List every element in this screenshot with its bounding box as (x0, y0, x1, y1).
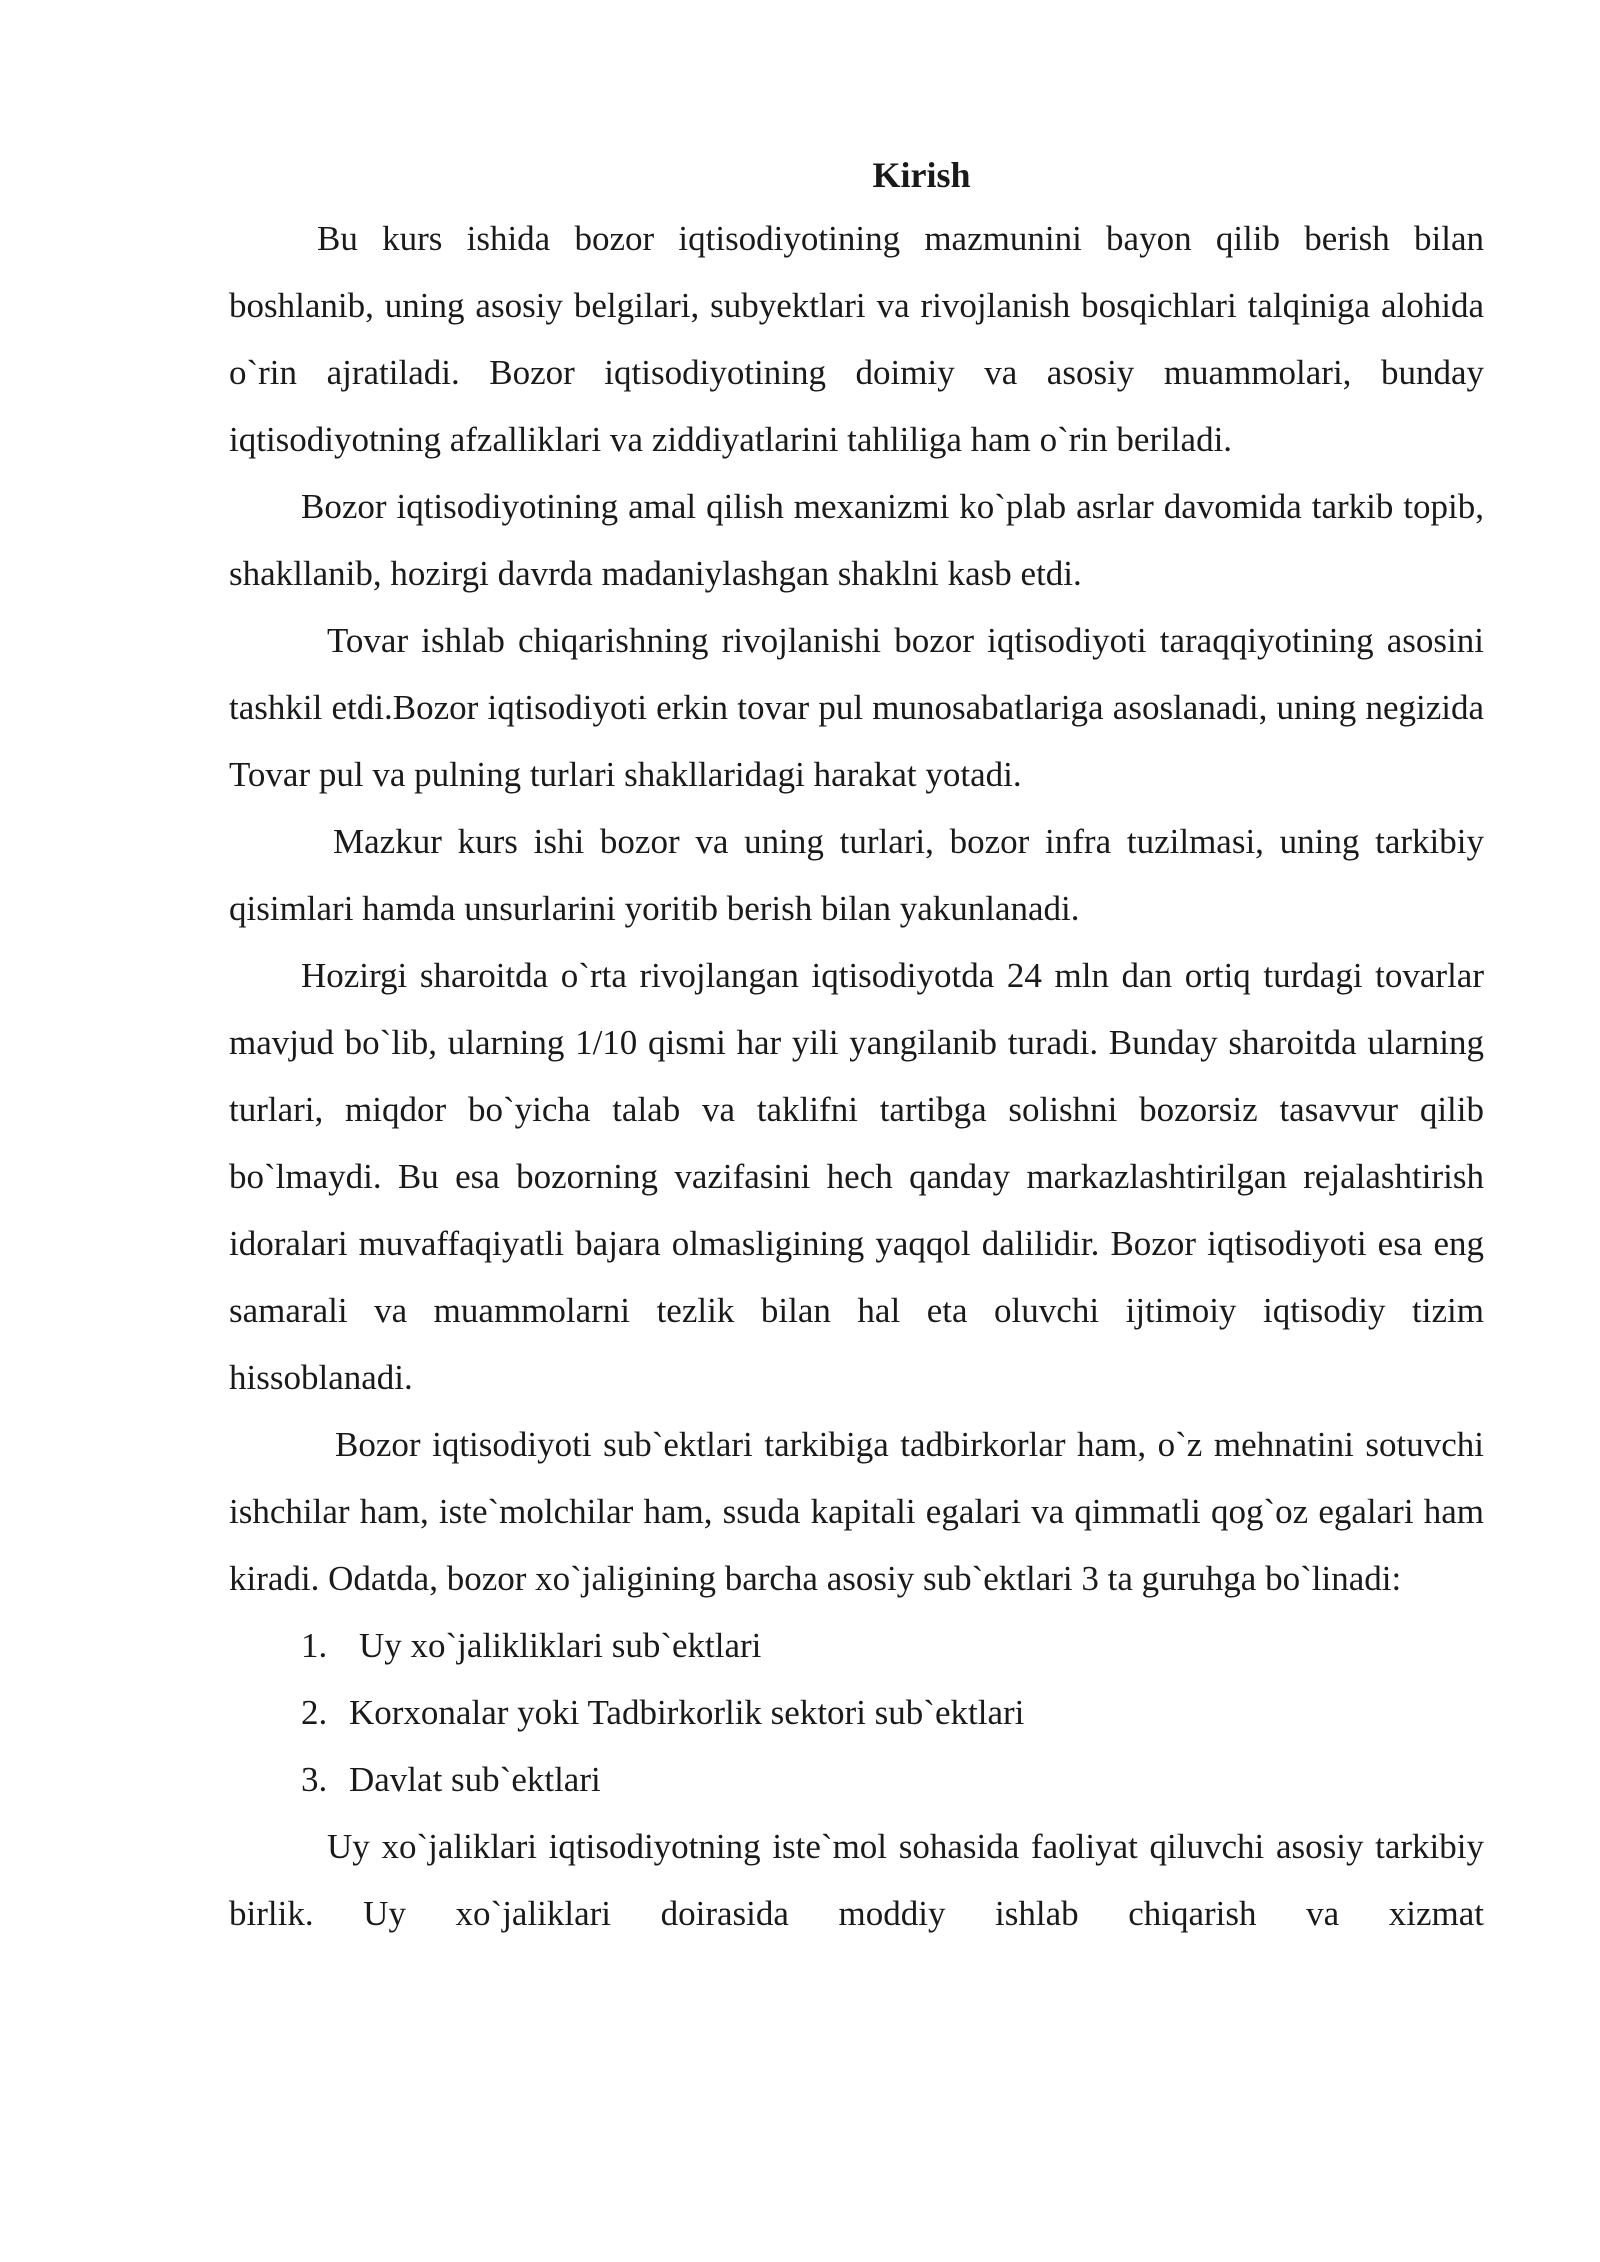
list-item-text: Davlat sub`ektlari (349, 1760, 601, 1799)
list-item (229, 1612, 1484, 1679)
paragraph-commodity: Tovar ishlab chiqarishning rivojlanishi bozor iqtisodiyoti taraqqiyotining asosini tashkil etdi.Bozor iqtisodiyoti erkin tovar pul munosabatlariga asoslanadi, uning negizida Tovar pul va pulning turlari shakllaridagi harakat yotadi. (229, 621, 1484, 794)
list-item-number: 3. (301, 1760, 328, 1799)
page-title: Kirish (872, 155, 971, 195)
list-item (229, 1746, 1484, 1813)
list-item-number: 2. (301, 1693, 328, 1732)
paragraph-conditions: Hozirgi sharoitda o`rta rivojlangan iqtisodiyotda 24 mln dan ortiq turdagi tovarlar mavjud bo`lib, ularning 1/10 qismi har yili yangilanib turadi. Bunday sharoitda ularning turlari, miqdor bo`yicha talab va taklifni tartibga solishni bozorsiz tasavvur qilib bo`lmaydi. Bu esa bozorning vazifasini hech qanday markazlashtirilgan rejalashtirish idoralari muvaffaqiyatli bajara olmasligining yaqqol dalilidir. Bozor iqtisodiyoti esa eng samarali va muammolarni tezlik bilan hal eta oluvchi ijtimoiy iqtisodiy tizim hissoblanadi. (229, 956, 1484, 1397)
list-item-number: 1. (301, 1626, 328, 1665)
page-content (229, 145, 1484, 1947)
paragraph-households: Uy xo`jaliklari iqtisodiyotning iste`mol sohasida faoliyat qiluvchi asosiy tarkibiy birlik. Uy xo`jaliklari doirasida moddiy ishlab chiqarish va xizmat (229, 1827, 1484, 1933)
paragraph-intro: Bu kurs ishida bozor iqtisodiyotining mazmunini bayon qilib berish bilan boshlanib, uning asosiy belgilari, subyektlari va rivojlanish bosqichlari talqiniga alohida o`rin ajratiladi. Bozor iqtisodiyotining doimiy va asosiy muammolari, bunday iqtisodiyotning afzalliklari va ziddiyatlarini tahliliga ham o`rin beriladi. (229, 219, 1484, 459)
list-item (229, 1679, 1484, 1746)
list-item-text: Uy xo`jalikliklari sub`ektlari (359, 1626, 762, 1665)
subjects-list (229, 1612, 1484, 1813)
list-item-text: Korxonalar yoki Tadbirkorlik sektori sub`ektlari (349, 1693, 1025, 1732)
paragraph-conclusion: Mazkur kurs ishi bozor va uning turlari, bozor infra tuzilmasi, uning tarkibiy qisimlari hamda unsurlarini yoritib berish bilan yakunlanadi. (229, 822, 1484, 928)
paragraph-mechanism: Bozor iqtisodiyotining amal qilish mexanizmi ko`plab asrlar davomida tarkib topib, shakllanib, hozirgi davrda madaniylashgan shaklni kasb etdi. (229, 487, 1484, 593)
paragraph-subjects: Bozor iqtisodiyoti sub`ektlari tarkibiga tadbirkorlar ham, o`z mehnatini sotuvchi ishchilar ham, iste`molchilar ham, ssuda kapitali egalari va qimmatli qog`oz egalari ham kiradi. Odatda, bozor xo`jaligining barcha asosiy sub`ektlari 3 ta guruhga bo`linadi: (229, 1425, 1484, 1598)
